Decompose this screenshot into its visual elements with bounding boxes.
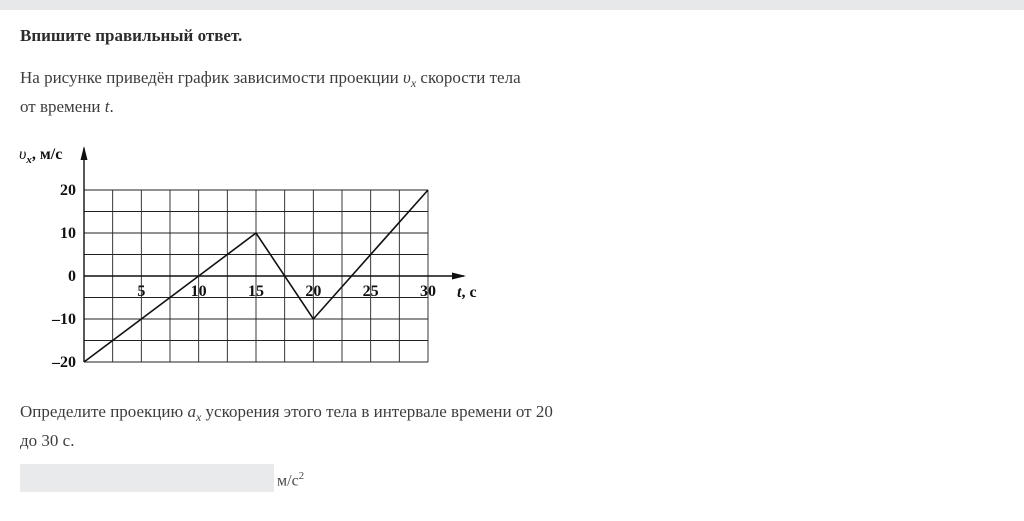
x-axis-label — [457, 284, 477, 301]
question-text-part: . — [109, 97, 114, 116]
acceleration-symbol: a — [187, 402, 196, 421]
question-line-2 — [20, 93, 620, 121]
task-text-part: ускорения этого тела в интервале времени от 20 — [201, 402, 553, 421]
top-strip — [0, 0, 1024, 10]
x-tick-label: 20 — [305, 283, 322, 300]
question-text — [20, 64, 620, 121]
task-line-2: до 30 с. — [20, 431, 75, 450]
question-text-part: от времени — [20, 97, 105, 116]
task-text-part: Определите проекцию — [20, 402, 188, 421]
x-axis-arrow — [452, 273, 466, 280]
y-axis-symbol: υ — [19, 146, 27, 163]
x-tick-label: 15 — [248, 283, 264, 300]
y-tick-label: 20 — [60, 182, 76, 199]
graph-axes — [81, 146, 467, 362]
y-axis-label — [19, 146, 62, 166]
velocity-subscript: x — [410, 76, 417, 90]
velocity-symbol: υ — [403, 68, 411, 87]
instruction-text: Впишите правильный ответ. — [20, 26, 243, 45]
x-tick-label: 25 — [362, 283, 379, 300]
question-text-part: На рисунке приведён график зависимости проекции — [20, 68, 404, 87]
y-tick-label: –10 — [52, 311, 76, 328]
x-tick-label: 30 — [420, 283, 436, 300]
y-tick-label: 10 — [60, 225, 76, 242]
question-text-part: скорости тела — [416, 68, 521, 87]
y-axis-arrow — [81, 146, 88, 160]
x-tick-label: 10 — [190, 283, 207, 300]
velocity-time-graph — [14, 140, 494, 380]
task-line-1 — [20, 398, 640, 427]
question-line-1 — [20, 64, 620, 93]
acceleration-subscript: x — [195, 410, 202, 424]
y-tick-label: 0 — [68, 268, 76, 285]
task-text — [20, 398, 640, 455]
time-symbol: t — [104, 97, 110, 116]
x-axis-symbol: t — [457, 284, 462, 301]
answer-unit-exponent: 2 — [298, 470, 305, 482]
y-tick-label: –20 — [52, 354, 76, 371]
answer-input[interactable] — [20, 464, 274, 492]
x-tick-label: 5 — [137, 283, 146, 300]
x-axis-unit: , с — [461, 284, 477, 301]
y-axis-unit: , м/с — [31, 146, 63, 163]
answer-unit-base: м/с — [277, 472, 299, 490]
answer-unit — [277, 470, 304, 490]
y-axis-subscript: x — [26, 154, 32, 166]
